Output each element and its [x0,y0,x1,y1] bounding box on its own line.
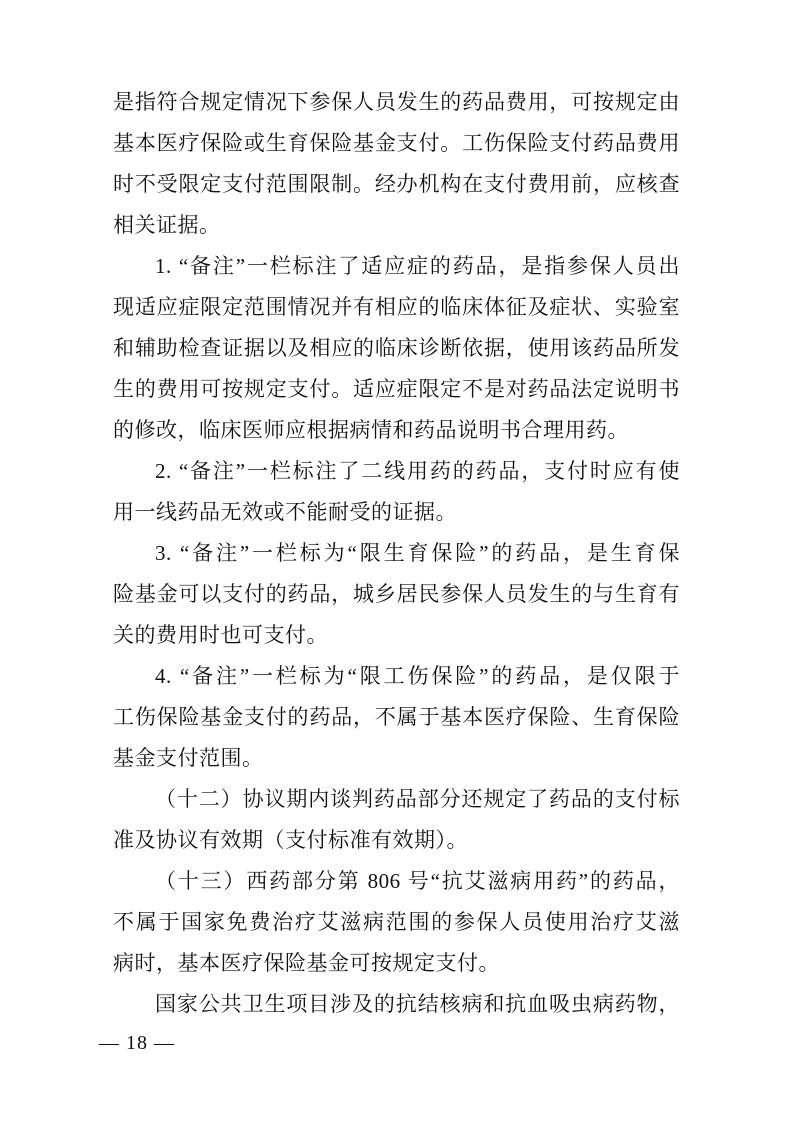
text-line: 基金支付范围。 [113,746,264,770]
text-line: 关的费用时也可支付。 [113,623,328,647]
paragraph [113,82,680,246]
text-line: 时不受限定支付范围限制。经办机构在支付费用前，应核查 [113,172,680,196]
text-line: 的修改，临床医师应根据病情和药品说明书合理用药。 [113,418,629,442]
document-body [113,82,680,1025]
paragraph [113,779,680,861]
text-line: （十二）协议期内谈判药品部分还规定了药品的支付标 [155,787,680,811]
paragraph [113,451,680,533]
text-line: 是指符合规定情况下参保人员发生的药品费用，可按规定由 [113,90,680,114]
text-line: 和辅助检查证据以及相应的临床诊断依据，使用该药品所发 [113,336,680,360]
text-line: 基本医疗保险或生育保险基金支付。工伤保险支付药品费用 [113,131,680,155]
text-line: 生的费用可按规定支付。适应症限定不是对药品法定说明书 [113,377,680,401]
text-line: 不属于国家免费治疗艾滋病范围的参保人员使用治疗艾滋 [113,910,680,934]
text-line: 3. “备注”一栏标为“限生育保险”的药品，是生育保 [155,541,680,565]
text-line: 准及协议有效期（支付标准有效期）。 [113,828,468,852]
text-line: 1. “备注”一栏标注了适应症的药品，是指参保人员出 [155,254,680,278]
paragraph [113,861,680,984]
paragraph [113,246,680,451]
text-line: 险基金可以支付的药品，城乡居民参保人员发生的与生育有 [113,582,680,606]
paragraph [113,984,680,1025]
text-line: 工伤保险基金支付的药品，不属于基本医疗保险、生育保险 [113,705,680,729]
text-line: 现适应症限定范围情况并有相应的临床体征及症状、实验室 [113,295,680,319]
text-line: 国家公共卫生项目涉及的抗结核病和抗血吸虫病药物， [155,992,680,1016]
paragraph [113,533,680,656]
text-line: 用一线药品无效或不能耐受的证据。 [113,500,457,524]
paragraph [113,656,680,779]
text-line: 4. “备注”一栏标为“限工伤保险”的药品，是仅限于 [155,664,680,688]
page-number: — 18 — [99,1032,175,1054]
text-line: 2. “备注”一栏标注了二线用药的药品，支付时应有使 [155,459,680,483]
text-line: 病时，基本医疗保险基金可按规定支付。 [113,951,500,975]
text-line: （十三）西药部分第 806 号“抗艾滋病用药”的药品， [155,869,680,893]
text-line: 相关证据。 [113,213,221,237]
